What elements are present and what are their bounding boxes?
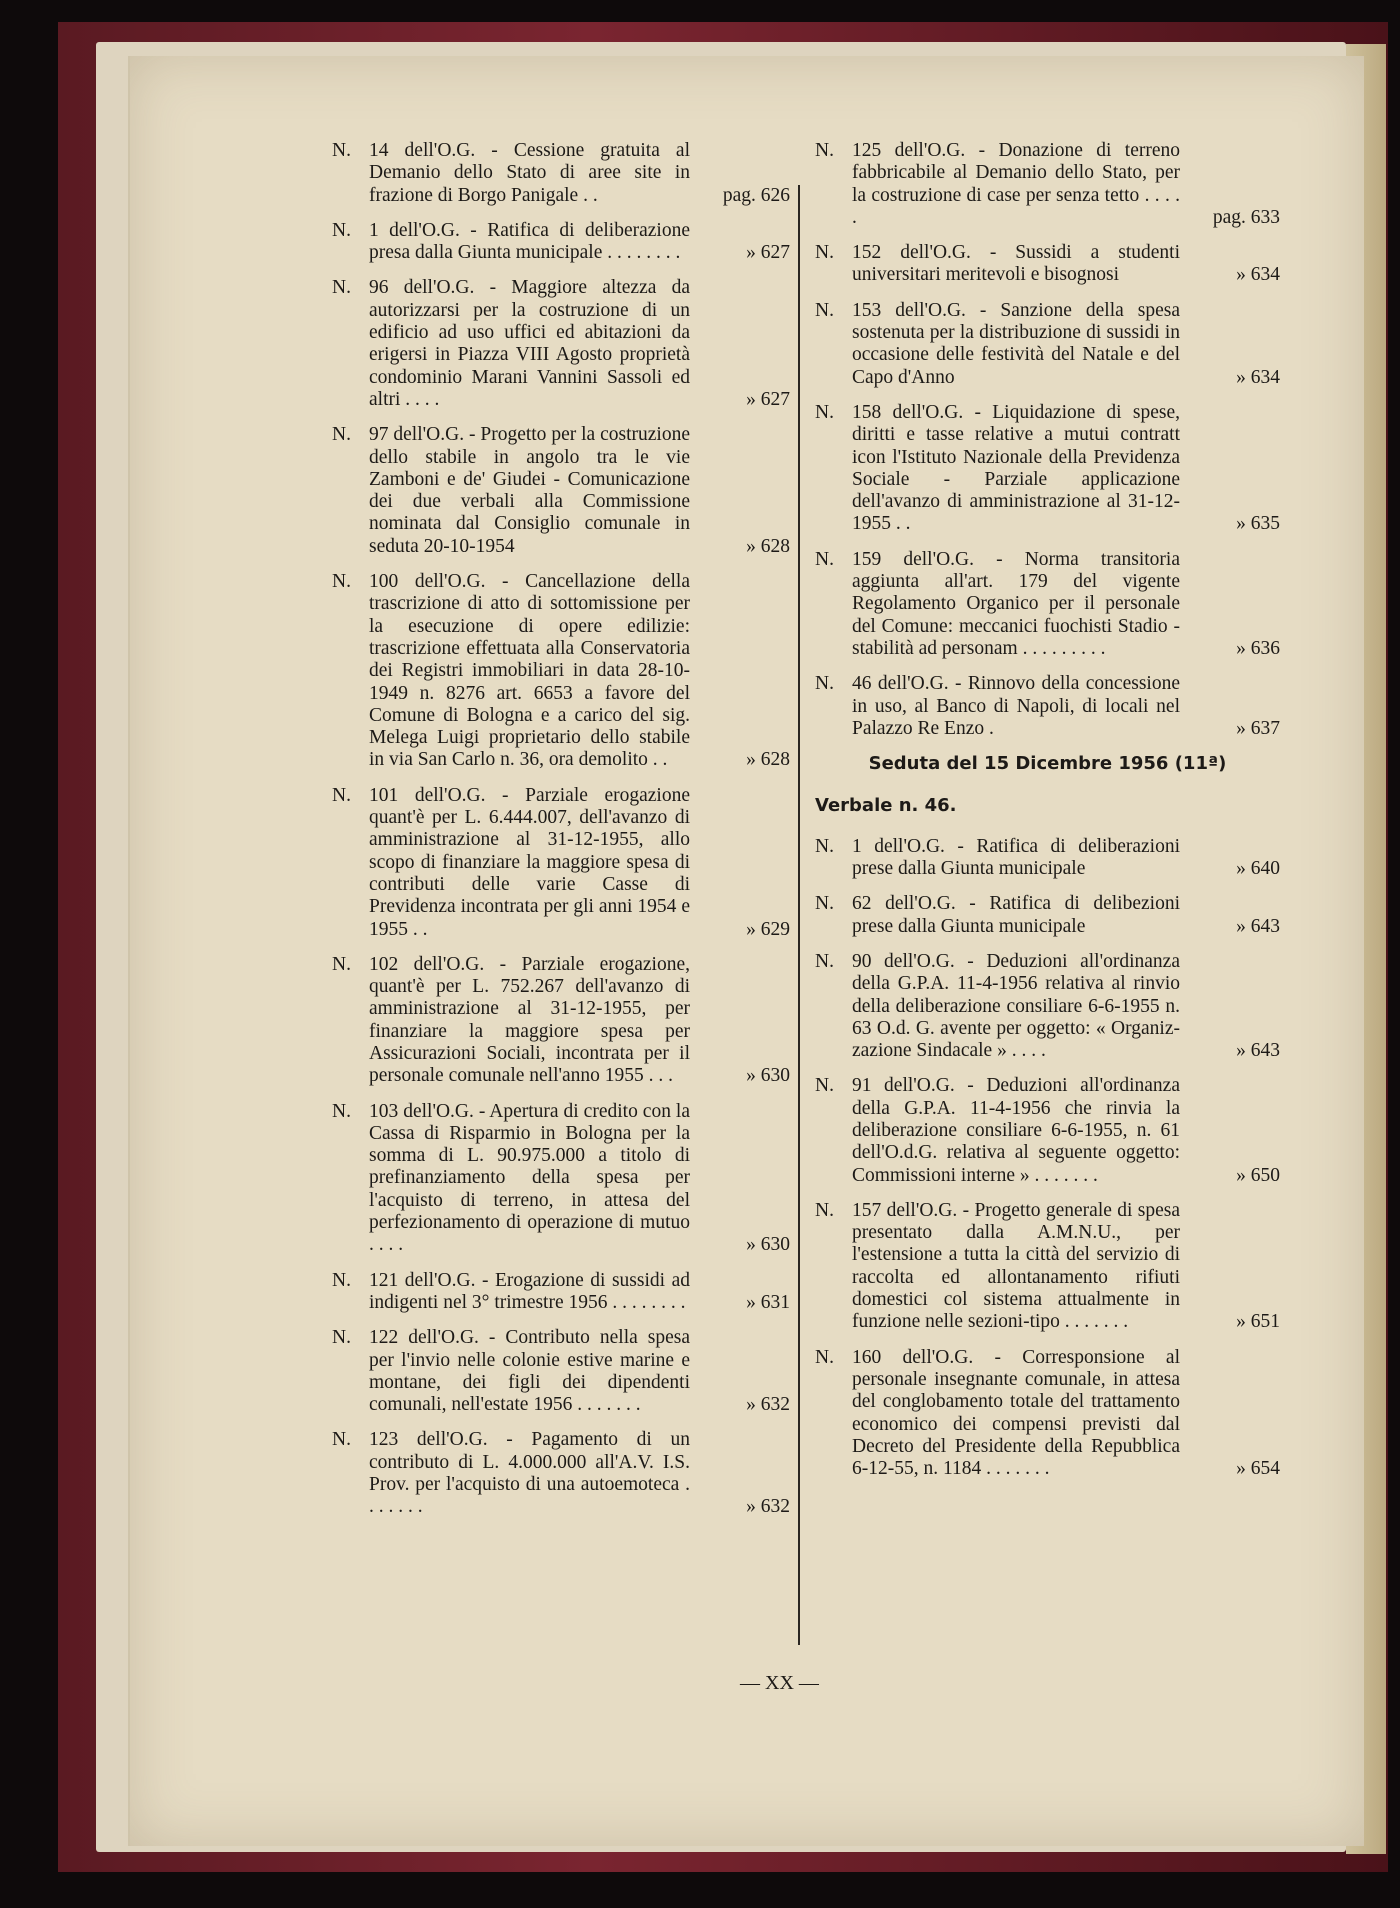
entry-text: 103 dell'O.G. - Apertura di credito con la Cassa di Risparmio in Bologna per la somma di L. 90.975.000 a titolo di prefinanziamento della spesa per l'acquisto di terreno, in attesa del perfezionamento di operazione di mutuo . . . . <box>369 1100 690 1256</box>
entry-number-prefix: N. <box>332 424 351 446</box>
entry-text: 125 dell'O.G. - Donazione di terreno fabbricabile al Demanio dello Stato, per la costruzione di case per senza tetto . . . . . <box>852 140 1180 228</box>
entry-text: 100 dell'O.G. - Cancellazione della trascrizione di atto di sottomissione per la esecuzione di opere edilizie: trascrizione effettuata alla Conservatoria dei Registri immobiliari in data 28-10-1949 n. 8276 art. 6653 a favore del Comune di Bologna e a carico del sig. Melega Luigi proprietario dello stabile in via San Carlo n. 36, ora demolito . . <box>369 571 690 771</box>
entry-page-ref: » 654 <box>1236 1458 1280 1480</box>
entry-text: 90 dell'O.G. - Deduzioni all'ordinanza della G.P.A. 11-4-1956 relativa al rinvio della deliberazione consiliare 6-6-1955 n. 63 O.d. G. avente per oggetto: « Organizzazione Sindacale » . . . . <box>852 950 1180 1062</box>
entry-page-ref: pag. 626 <box>722 184 790 206</box>
entry-number-prefix: N. <box>815 548 834 570</box>
entry-text: 101 dell'O.G. - Parziale erogazione quant'è per L. 6.444.007, dell'avanzo di amministrazione al 31-12-1955, allo scopo di finanziare la maggiore spesa di contributi delle varie Casse di Previdenza incontrata per gli anni 1954 e 1955 . . <box>369 784 690 940</box>
entry-number-prefix: N. <box>332 1269 351 1291</box>
entry-text: 46 dell'O.G. - Rinnovo della concessione in uso, al Banco di Napoli, di locali nel Palazzo Re Enzo . <box>852 673 1180 739</box>
index-entry <box>815 402 1280 536</box>
index-entry <box>332 220 790 265</box>
entry-page-ref: » 634 <box>1236 366 1280 388</box>
entry-number-prefix: N. <box>815 140 834 161</box>
entry-page-ref: » 629 <box>746 918 790 940</box>
entry-number-prefix: N. <box>815 299 834 321</box>
entry-page-ref: » 628 <box>746 749 790 771</box>
index-entry <box>332 571 790 772</box>
index-entry <box>815 951 1280 1062</box>
entry-text: 14 dell'O.G. - Cessione gratuita al Demanio dello Stato di aree site in frazione di Borgo Panigale . . <box>369 140 690 206</box>
entry-text: 158 dell'O.G. - Liquidazione di spese, diritti e tasse relative a mutui contratt icon l'Istituto Nazionale della Previdenza Sociale - Parziale applicazione dell'avanzo di amministrazione al 31-12-1955 . . <box>852 401 1180 535</box>
right-entries-group-b <box>815 836 1280 1481</box>
entry-text: 1 dell'O.G. - Ratifica di deliberazione presa dalla Giunta municipale . . . . . . . . <box>369 219 690 264</box>
index-entry <box>815 1347 1280 1481</box>
verbale-label: Verbale n. 46. <box>815 795 957 817</box>
entry-text: 91 dell'O.G. - Deduzioni all'ordinanza della G.P.A. 11-4-1956 che rinvia la deliberazione consiliare 6-6-1955, n. 61 dell'O.d.G. relativa al seguente oggetto: Commissioni interne » . . . . . . . <box>852 1075 1180 1186</box>
entry-text: 121 dell'O.G. - Erogazione di sussidi ad indigenti nel 3° trimestre 1956 . . . . . . . . <box>369 1269 690 1313</box>
entry-text: 157 dell'O.G. - Progetto generale di spesa presentato dalla A.M.N.U., per l'estensione a tutta la città del servizio di raccolta ed allontanamento rifiuti domestici col sistema attualmente in funzione nelle sezioni-tipo . . . . . . . <box>852 1199 1180 1333</box>
index-entry <box>332 277 790 411</box>
entry-number-prefix: N. <box>332 1100 351 1122</box>
index-entry <box>332 954 790 1088</box>
entry-number-prefix: N. <box>815 401 834 423</box>
entry-number-prefix: N. <box>332 277 351 299</box>
right-column <box>815 140 1280 1493</box>
entry-page-ref: » 632 <box>746 1496 790 1518</box>
index-entry <box>332 140 790 207</box>
entry-page-ref: » 630 <box>746 1065 790 1087</box>
entry-text: 96 dell'O.G. - Maggiore altezza da autorizzarsi per la costruzione di un edificio ad uso uffici ed abitazioni da erigersi in Piazza VIII Agosto proprietà condominio Marani Vannini Sassoli ed altri . . . . <box>369 277 690 410</box>
index-entry <box>332 1327 790 1416</box>
entry-page-ref: » 632 <box>746 1394 790 1416</box>
page-number-footer: — XX — <box>740 1672 819 1694</box>
entry-text: 122 dell'O.G. - Contributo nella spesa per l'invio nelle colonie estive marine e montane, dei figli dei dipendenti comunali, nell'estate 1956 . . . . . . . <box>369 1327 690 1416</box>
entry-page-ref: » 630 <box>746 1234 790 1256</box>
entry-number-prefix: N. <box>815 1346 834 1368</box>
entry-text: 159 dell'O.G. - Norma transitoria aggiunta all'art. 179 del vigente Regolamento Organico per il personale del Comune: meccanici fuochisti Stadio - stabilità ad personam . . . . . . . . . <box>852 548 1180 659</box>
index-entry <box>332 1429 790 1518</box>
index-entry <box>815 549 1280 660</box>
entry-number-prefix: N. <box>332 784 351 806</box>
entry-page-ref: » 650 <box>1236 1164 1280 1186</box>
entry-page-ref: » 631 <box>746 1291 790 1313</box>
entry-page-ref: » 635 <box>1236 513 1280 535</box>
index-entry <box>815 140 1280 229</box>
entry-page-ref: » 640 <box>1236 858 1280 880</box>
entry-page-ref: » 637 <box>1236 717 1280 739</box>
entry-text: 1 dell'O.G. - Ratifica di deliberazioni prese dalla Giunta municipale <box>852 835 1180 880</box>
entry-page-ref: pag. 633 <box>1212 206 1280 228</box>
left-column <box>332 140 790 1532</box>
entry-number-prefix: N. <box>815 893 834 915</box>
entry-text: 153 dell'O.G. - Sanzione della spesa sostenuta per la distribuzione di sussidi in occasione delle festività del Natale e del Capo d'Anno <box>852 299 1180 388</box>
entry-page-ref: » 643 <box>1236 915 1280 937</box>
entry-page-ref: » 643 <box>1236 1040 1280 1062</box>
entry-page-ref: » 628 <box>746 535 790 557</box>
right-entries-group-a <box>815 140 1280 740</box>
entry-page-ref: » 627 <box>746 388 790 410</box>
entry-number-prefix: N. <box>332 140 351 161</box>
entry-number-prefix: N. <box>332 953 351 975</box>
index-entry <box>815 893 1280 938</box>
entry-number-prefix: N. <box>815 1075 834 1097</box>
session-heading: Seduta del 15 Dicembre 1956 (11ª) <box>868 753 1227 775</box>
entry-number-prefix: N. <box>815 1199 834 1221</box>
entry-number-prefix: N. <box>332 571 351 593</box>
entry-number-prefix: N. <box>332 219 351 241</box>
entry-text: 102 dell'O.G. - Parziale erogazione, quant'è per L. 752.267 dell'avanzo di amministrazione al 31-12-1955, per finanziare la maggiore spesa per Assicurazioni Sociali, incontrata per il personale comunale nell'anno 1955 . . . <box>369 953 690 1087</box>
index-entry <box>332 424 790 558</box>
entry-page-ref: » 651 <box>1236 1311 1280 1333</box>
column-divider <box>798 185 800 1645</box>
index-entry <box>332 1270 790 1315</box>
entry-number-prefix: N. <box>815 242 834 264</box>
entry-number-prefix: N. <box>815 673 834 695</box>
entry-page-ref: » 636 <box>1236 637 1280 659</box>
entry-page-ref: » 627 <box>746 242 790 264</box>
entry-number-prefix: N. <box>815 950 834 972</box>
entry-text: 123 dell'O.G. - Pagamento di un contributo di L. 4.000.000 all'A.V. I.S. Prov. per l'acquisto di una autoemoteca . . . . . . . <box>369 1429 690 1518</box>
entry-text: 152 dell'O.G. - Sussidi a studenti universitari meritevoli e bisognosi <box>852 242 1180 286</box>
entry-number-prefix: N. <box>815 835 834 857</box>
index-entry <box>815 300 1280 389</box>
entry-page-ref: » 634 <box>1236 264 1280 286</box>
entry-text: 97 dell'O.G. - Progetto per la costruzione dello stabile in angolo tra le vie Zamboni e de' Giudei - Comunicazione dei due verbali alla Commissione nominata dal Consiglio comunale in seduta 20-10-1954 <box>369 424 690 557</box>
index-entry <box>332 1101 790 1257</box>
entry-number-prefix: N. <box>332 1429 351 1451</box>
index-entry <box>815 1075 1280 1186</box>
index-entry <box>815 673 1280 740</box>
index-entry <box>815 1200 1280 1334</box>
index-entry <box>815 242 1280 287</box>
index-entry <box>332 785 790 941</box>
entry-text: 62 dell'O.G. - Ratifica di delibezioni prese dalla Giunta municipale <box>852 893 1180 937</box>
index-entry <box>815 836 1280 881</box>
entry-number-prefix: N. <box>332 1327 351 1349</box>
entry-text: 160 dell'O.G. - Corresponsione al personale insegnante comunale, in attesa del conglobamento totale del trattamento economico dei compensi previsti dal Decreto del Presidente della Repubblica 6-12-55, n. 1184 . . . . . . . <box>852 1346 1180 1480</box>
